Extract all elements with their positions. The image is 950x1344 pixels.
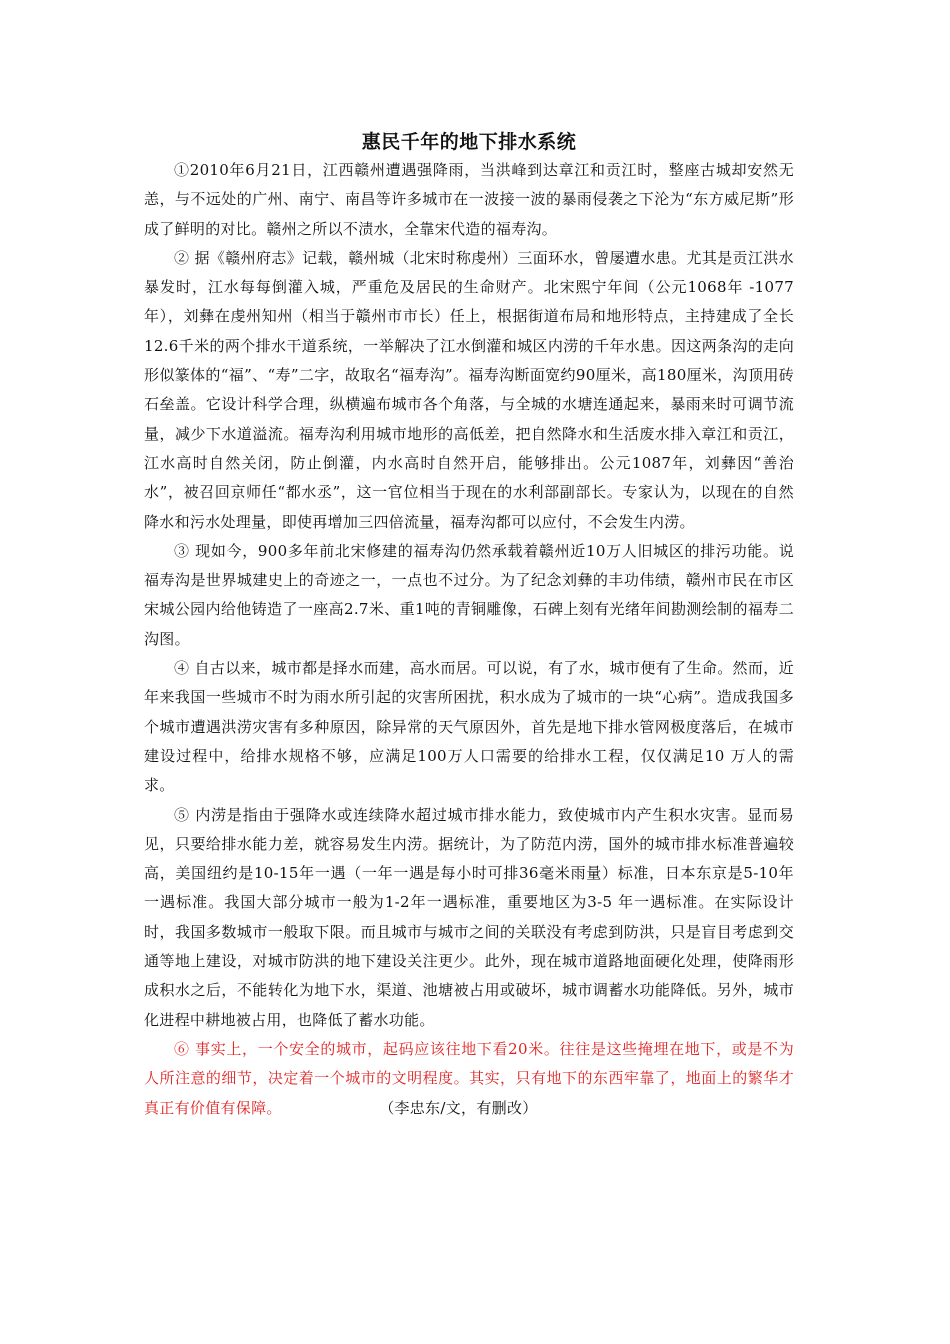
paragraph-number: ⑥ — [174, 1039, 190, 1058]
paragraph-5 — [144, 801, 794, 1035]
paragraph-text: 据《赣州府志》记载，赣州城（北宋时称虔州）三面环水，曾屡遭水患。尤其是贡江洪水暴发时，江水每每倒灌入城，严重危及居民的生命财产。北宋熙宁年间（公元1068年 -1077年），刘彝在虔州知州（相当于赣州市市长）任上，根据街道布局和地形特点，主持建成了全长12.6千米的两个排水干道系统，一举解决了江水倒灌和城区内涝的千年水患。因这两条沟的走向形似篆体的“福”、“寿”二字，故取名“福寿沟”。福寿沟断面宽约90厘米，高180厘米，沟顶用砖石垒盖。它设计科学合理，纵横遍布城市各个角落，与全城的水塘连通起来，暴雨来时可调节流量，减少下水道溢流。福寿沟利用城市地形的高低差，把自然降水和生活废水排入章江和贡江，江水高时自然关闭，防止倒灌，内水高时自然开启，能够排出。公元1087年，刘彝因“善治水”，被召回京师任“都水丞”，这一官位相当于现在的水利部副部长。专家认为，以现在的自然降水和污水处理量，即使再增加三四倍流量，福寿沟都可以应付，不会发生内涝。 — [144, 248, 794, 531]
author-credit: （李忠东/文，有删改） — [386, 1098, 538, 1117]
paragraph-text: 现如今，900多年前北宋修建的福寿沟仍然承载着赣州近10万人旧城区的排污功能。说福寿沟是世界城建史上的奇迹之一，一点也不过分。为了纪念刘彝的丰功伟绩，赣州市民在市区宋城公园内给他铸造了一座高2.7米、重1吨的青铜雕像，石碑上刻有光绪年间勘测绘制的福寿二沟图。 — [144, 541, 794, 648]
paragraph-number: ⑤ — [174, 805, 190, 824]
paragraph-number: ① — [174, 161, 190, 179]
article — [144, 128, 794, 1123]
paragraph-number: ③ — [174, 541, 190, 560]
paragraph-number: ② — [174, 248, 190, 267]
paragraph-text: 2010年6月21日，江西赣州遭遇强降雨，当洪峰到达章江和贡江时，整座古城却安然无恙，与不远处的广州、南宁、南昌等许多城市在一波接一波的暴雨侵袭之下沦为“东方威尼斯”形成了鲜明的对比。赣州之所以不渍水，全靠宋代造的福寿沟。 — [144, 161, 794, 238]
paragraph-text: 事实上，一个安全的城市，起码应该往地下看20米。往往是这些掩埋在地下，或是不为人所注意的细节，决定着一个城市的文明程度。其实，只有地下的东西牢靠了，地面上的繁华才真正有价值有保障。 — [144, 1039, 794, 1117]
paragraph-number: ④ — [174, 659, 190, 678]
paragraph-1 — [144, 156, 794, 244]
article-title: 惠民千年的地下排水系统 — [361, 131, 577, 153]
paragraph-4 — [144, 654, 794, 800]
paragraph-2 — [144, 244, 794, 537]
paragraph-6-highlighted — [144, 1035, 794, 1123]
paragraph-3 — [144, 537, 794, 654]
paragraph-text: 内涝是指由于强降水或连续降水超过城市排水能力，致使城市内产生积水灾害。显而易见，只要给排水能力差，就容易发生内涝。据统计，为了防范内涝，国外的城市排水标准普遍较高，美国纽约是10-15年一遇（一年一遇是每小时可排36毫米雨量）标准，日本东京是5-10年一遇标准。我国大部分城市一般为1-2年一遇标准，重要地区为3-5 年一遇标准。在实际设计时，我国多数城市一般取下限。而且城市与城市之间的关联没有考虑到防洪，只是盲目考虑到交通等地上建设，对城市防洪的地下建设关注更少。此外，现在城市道路地面硬化处理，使降雨形成积水之后，不能转化为地下水，渠道、池塘被占用或破坏，城市调蓄水功能降低。另外，城市化进程中耕地被占用，也降低了蓄水功能。 — [144, 805, 794, 1029]
paragraph-text: 自古以来，城市都是择水而建，高水而居。可以说，有了水，城市便有了生命。然而，近年来我国一些城市不时为雨水所引起的灾害所困扰，积水成为了城市的一块“心病”。造成我国多个城市遭遇洪涝灾害有多种原因，除异常的天气原因外，首先是地下排水管网极度落后，在城市建设过程中，给排水规格不够，应满足100万人口需要的给排水工程，仅仅满足10 万人的需求。 — [144, 659, 794, 795]
